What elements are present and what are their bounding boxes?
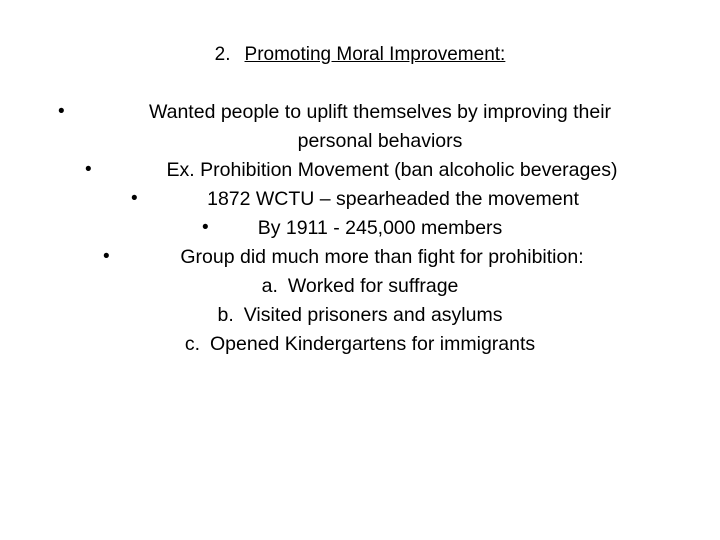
bullet-4-line-1: By 1911 - 245,000 members: [257, 217, 503, 239]
sub-item-label: c.: [184, 333, 200, 355]
bullet-3-line-1: 1872 WCTU – spearheaded the movement: [207, 188, 579, 210]
slide-title: [0, 43, 720, 67]
bullet-2-line-1: Ex. Prohibition Movement (ban alcoholic beverages): [166, 159, 618, 181]
bullet-icon: •: [58, 101, 65, 122]
bullet-icon: •: [85, 159, 92, 180]
bullet-1-line-2: personal behaviors: [297, 130, 463, 152]
sub-item-c: [0, 332, 720, 356]
sub-item-label: a.: [261, 275, 278, 297]
title-text: Promoting Moral Improvement:: [244, 44, 506, 65]
sub-item-text: Worked for suffrage: [287, 275, 459, 297]
bullet-1-line-1: Wanted people to uplift themselves by improving their: [148, 101, 612, 123]
sub-item-text: Opened Kindergartens for immigrants: [210, 333, 536, 355]
bullet-icon: •: [103, 246, 110, 267]
bullet-5-line-1: Group did much more than fight for prohibition:: [180, 246, 584, 268]
title-number: 2.: [214, 44, 231, 65]
sub-item-a: [0, 274, 720, 298]
sub-item-b: [0, 303, 720, 327]
bullet-icon: •: [131, 188, 138, 209]
bullet-icon: •: [202, 217, 209, 238]
sub-item-label: b.: [217, 304, 234, 326]
sub-item-text: Visited prisoners and asylums: [243, 304, 503, 326]
